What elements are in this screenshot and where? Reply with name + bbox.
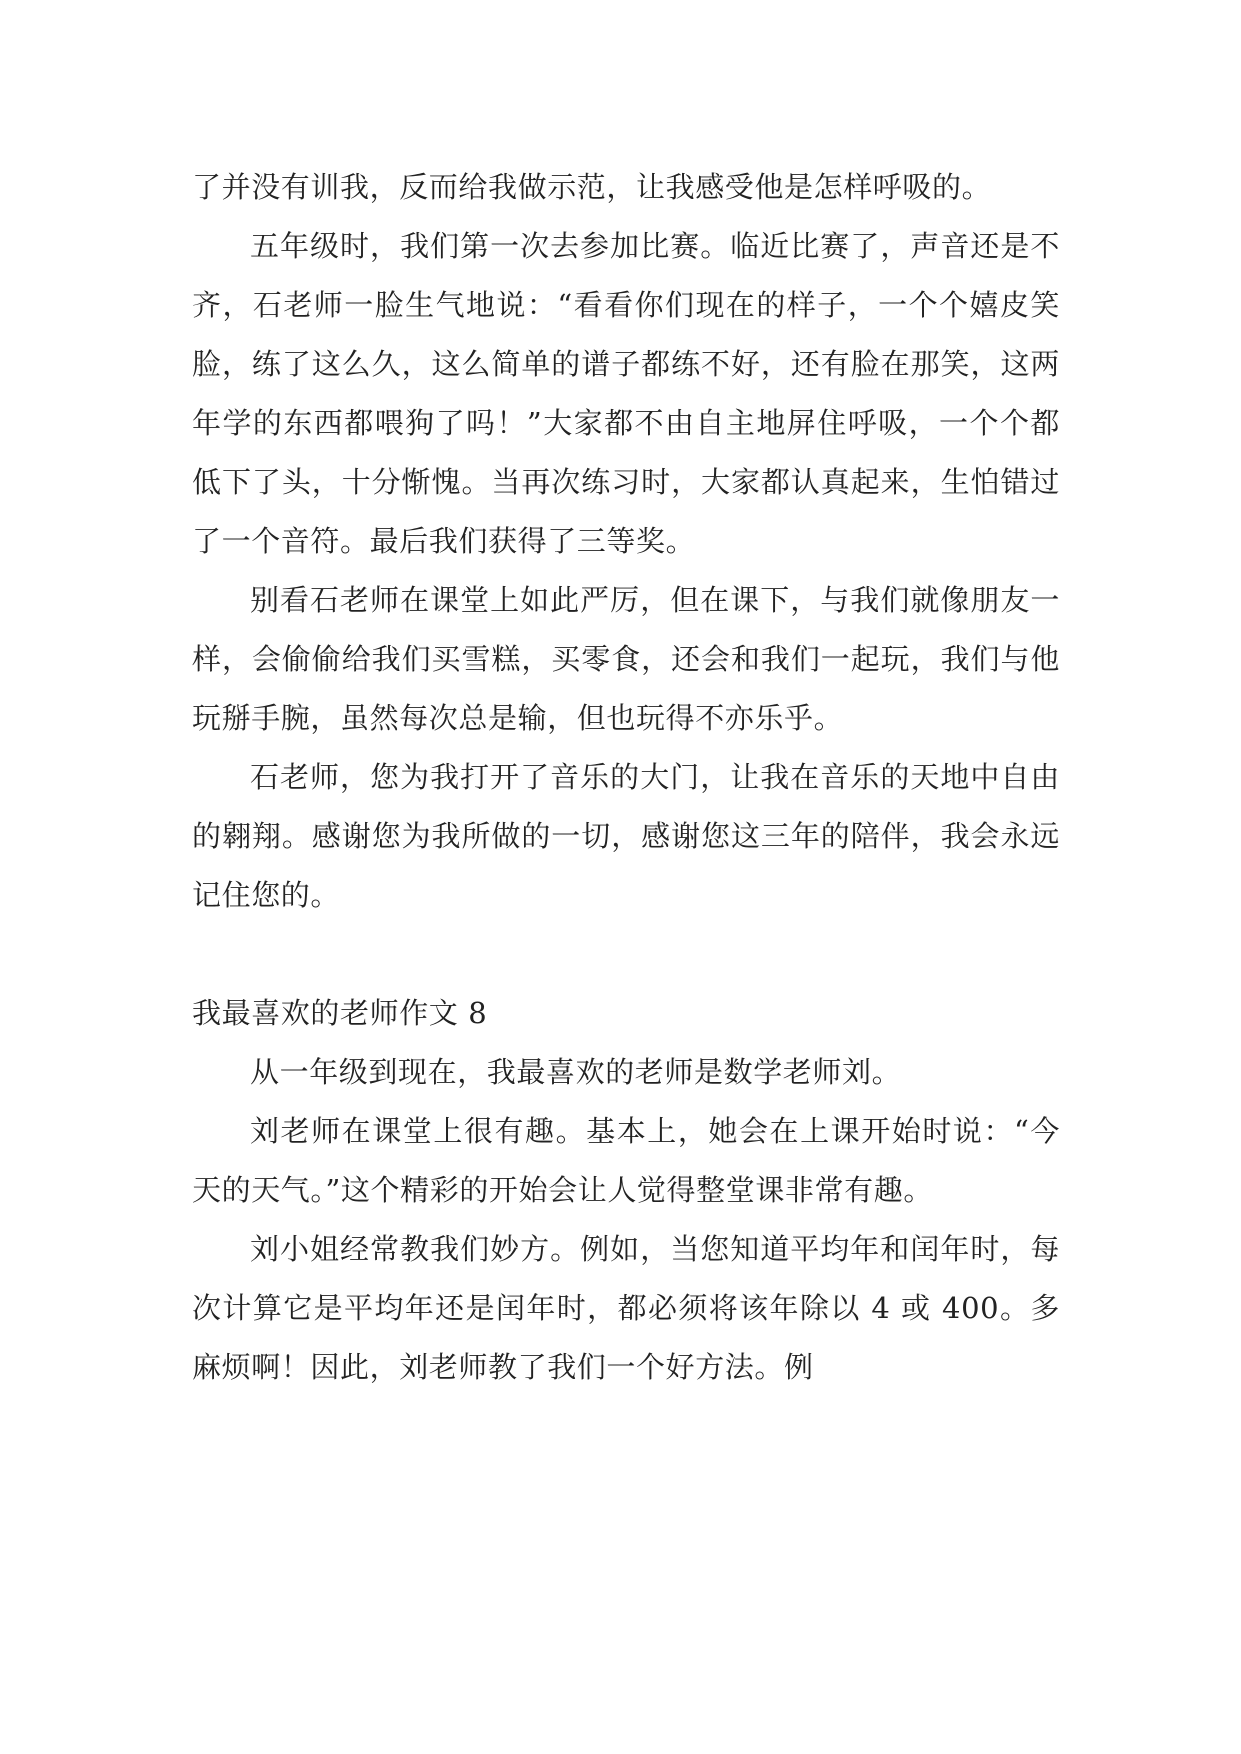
paragraph-tricks: 刘小姐经常教我们妙方。例如，当您知道平均年和闰年时，每次计算它是平均年还是闰年时，都必须将该年除以 4 或 400。多麻烦啊！因此，刘老师教了我们一个好方法。例 [192, 1232, 1060, 1384]
paragraph-thanks: 石老师，您为我打开了音乐的大门，让我在音乐的天地中自由的翱翔。感谢您为我所做的一切，感谢您这三年的陪伴，我会永远记住您的。 [192, 760, 1060, 912]
document-body [192, 158, 1060, 1397]
paragraph-competition: 五年级时，我们第一次去参加比赛。临近比赛了，声音还是不齐，石老师一脸生气地说：“看看你们现在的样子，一个个嬉皮笑脸，练了这么久，这么简单的谱子都练不好，还有脸在那笑，这两年学的东西都喂狗了吗！”大家都不由自主地屏住呼吸，一个个都低下了头，十分惭愧。当再次练习时，大家都认真起来，生怕错过了一个音符。最后我们获得了三等奖。 [192, 229, 1060, 558]
paragraph-interesting-class: 刘老师在课堂上很有趣。基本上，她会在上课开始时说：“今天的天气。”这个精彩的开始会让人觉得整堂课非常有趣。 [192, 1114, 1060, 1207]
paragraph-continuation: 了并没有训我，反而给我做示范，让我感受他是怎样呼吸的。 [192, 170, 992, 204]
paragraph-intro: 从一年级到现在，我最喜欢的老师是数学老师刘。 [250, 1055, 902, 1089]
section-title: 我最喜欢的老师作文 8 [192, 996, 488, 1030]
paragraph-after-class: 别看石老师在课堂上如此严厉，但在课下，与我们就像朋友一样，会偷偷给我们买雪糕，买零食，还会和我们一起玩，我们与他玩掰手腕，虽然每次总是输，但也玩得不亦乐乎。 [192, 583, 1060, 735]
